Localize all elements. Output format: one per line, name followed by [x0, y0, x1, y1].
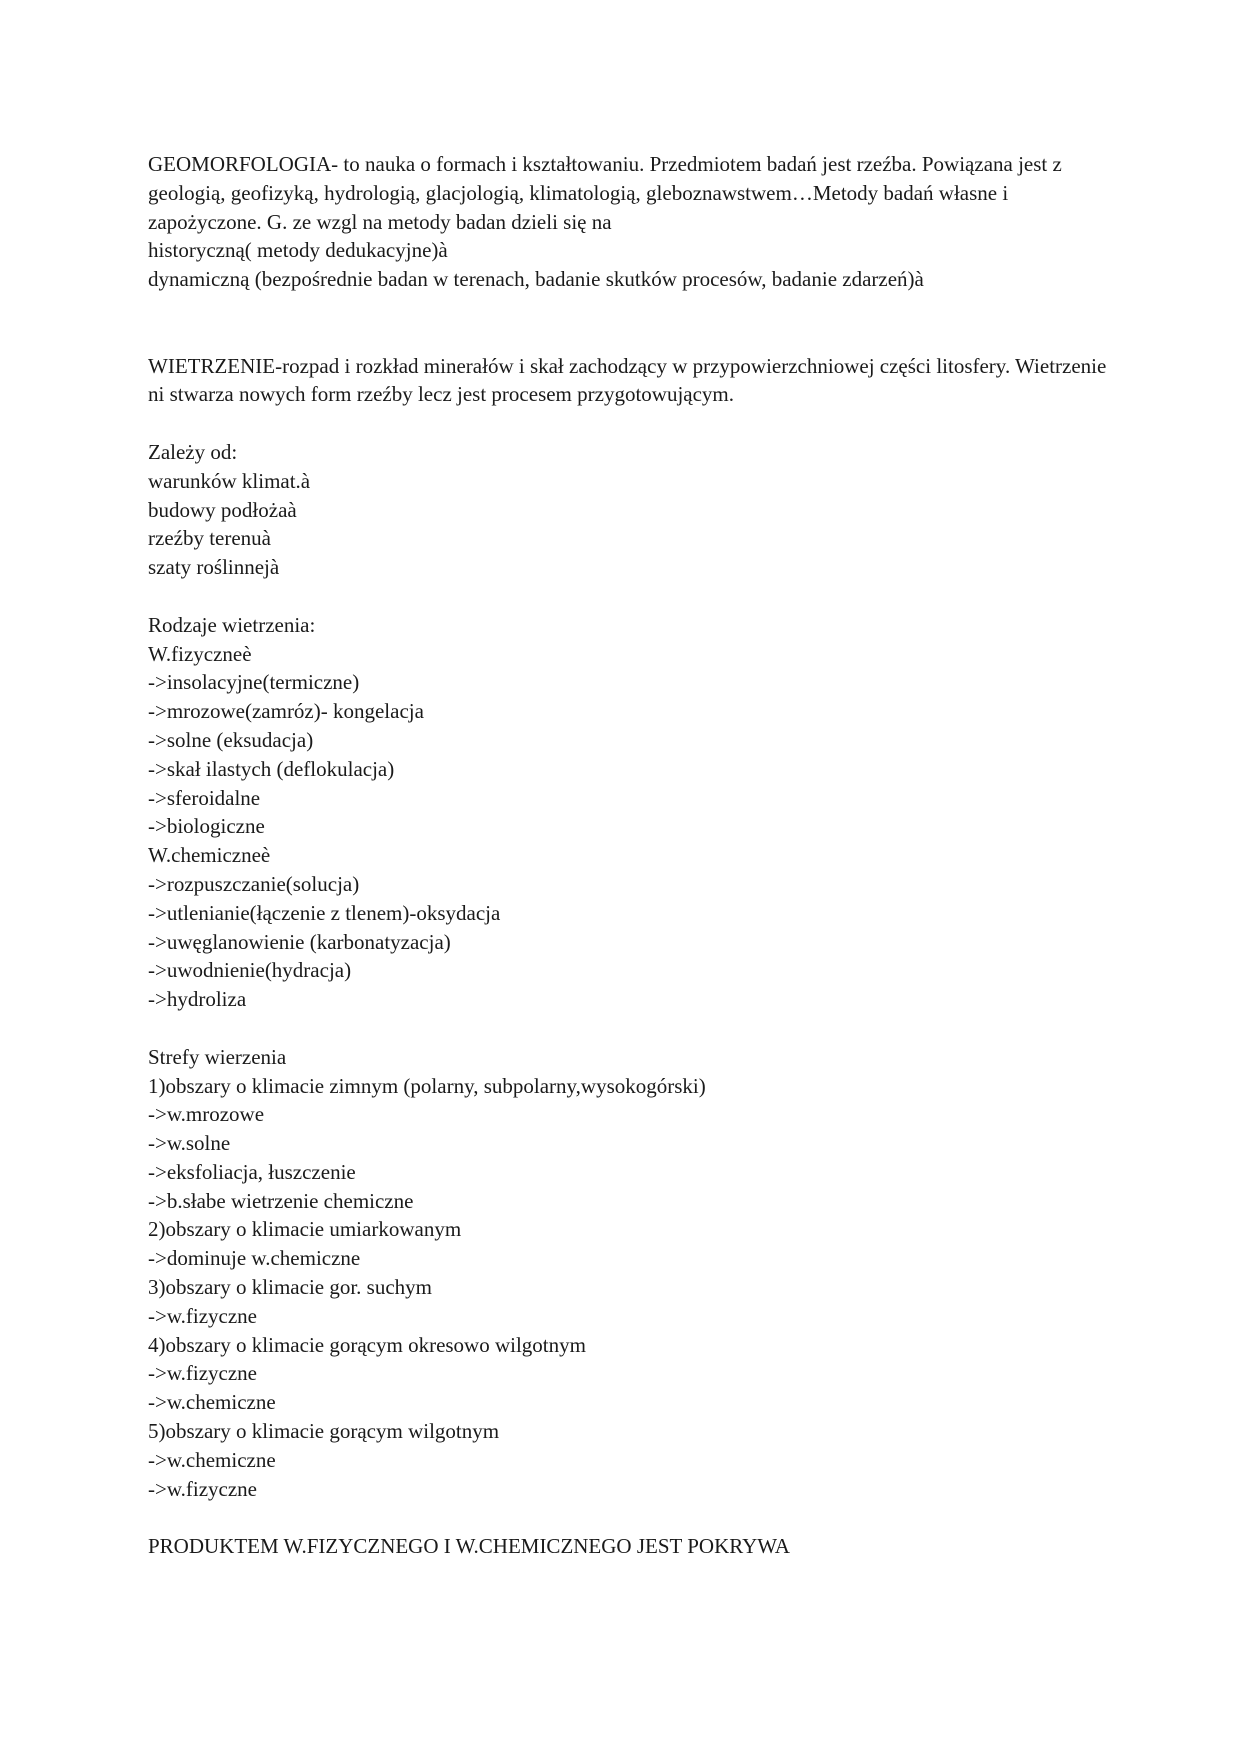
strefy-line: ->w.chemiczne: [148, 1447, 276, 1472]
zalezy-section: [148, 438, 1108, 582]
rodzaje-section: [148, 611, 1108, 1014]
strefy-line: ->w.solne: [148, 1131, 231, 1156]
strefy-line: 2)obszary o klimacie umiarkowanym: [148, 1217, 462, 1242]
closing-statement: PRODUKTEM W.FIZYCZNEGO I W.CHEMICZNEGO JEST POKRYWA: [148, 1534, 790, 1559]
geomorfologia-section: [148, 150, 1108, 294]
strefy-line: ->w.fizyczne: [148, 1361, 257, 1386]
chemiczne-item: ->rozpuszczanie(solucja): [148, 871, 360, 896]
strefy-line: 3)obszary o klimacie gor. suchym: [148, 1275, 433, 1300]
dynamiczna-line: dynamiczną (bezpośrednie badan w terenach, badanie skutków procesów, badanie zdarzeń)à: [148, 267, 924, 292]
strefy-line: ->dominuje w.chemiczne: [148, 1246, 361, 1271]
zalezy-item: szaty roślinnejà: [148, 555, 280, 580]
chemiczne-item: ->hydroliza: [148, 987, 247, 1012]
strefy-line: 1)obszary o klimacie zimnym (polarny, subpolarny,wysokogórski): [148, 1073, 706, 1098]
strefy-line: ->eksfoliacja, łuszczenie: [148, 1159, 356, 1184]
chemiczne-label: W.chemiczneè: [148, 843, 271, 868]
strefy-line: 5)obszary o klimacie gorącym wilgotnym: [148, 1419, 500, 1444]
fizyczne-item: ->biologiczne: [148, 814, 265, 839]
strefy-line: ->b.słabe wietrzenie chemiczne: [148, 1188, 414, 1213]
strefy-line: 4)obszary o klimacie gorącym okresowo wilgotnym: [148, 1332, 586, 1357]
spacer: [148, 294, 1108, 352]
geomorfologia-paragraph: GEOMORFOLOGIA- to nauka o formach i kształtowaniu. Przedmiotem badań jest rzeźba. Powiązana jest z geologią, geofizyką, hydrologią, glacjologią, klimatologią, gleboznawstwem…Metody badań własne i zapożyczone. G. ze wzgl na metody badan dzieli się na: [148, 152, 1062, 234]
fizyczne-item: ->solne (eksudacja): [148, 727, 314, 752]
zalezy-item: rzeźby terenuà: [148, 526, 271, 551]
spacer: [148, 409, 1108, 438]
fizyczne-item: ->sferoidalne: [148, 785, 261, 810]
wietrzenie-section: [148, 352, 1108, 410]
historyczna-line: historyczną( metody dedukacyjne)à: [148, 238, 448, 263]
spacer: [148, 582, 1108, 611]
zalezy-item: warunków klimat.à: [148, 468, 311, 493]
fizyczne-item: ->mrozowe(zamróz)- kongelacja: [148, 699, 424, 724]
document-page: [148, 150, 1108, 1561]
zalezy-heading: Zależy od:: [148, 439, 238, 464]
zalezy-item: budowy podłożaà: [148, 497, 297, 522]
chemiczne-item: ->uwęglanowienie (karbonatyzacja): [148, 929, 451, 954]
wietrzenie-paragraph: WIETRZENIE-rozpad i rozkład minerałów i skał zachodzący w przypowierzchniowej części litosfery. Wietrzenie ni stwarza nowych form rzeźby lecz jest procesem przygotowującym.: [148, 353, 1107, 407]
strefy-line: ->w.fizyczne: [148, 1476, 257, 1501]
chemiczne-item: ->utlenianie(łączenie z tlenem)-oksydacja: [148, 900, 501, 925]
strefy-line: ->w.mrozowe: [148, 1102, 265, 1127]
fizyczne-item: ->insolacyjne(termiczne): [148, 670, 360, 695]
rodzaje-heading: Rodzaje wietrzenia:: [148, 612, 316, 637]
spacer: [148, 1014, 1108, 1043]
fizyczne-label: W.fizyczneè: [148, 641, 252, 666]
chemiczne-item: ->uwodnienie(hydracja): [148, 958, 352, 983]
fizyczne-item: ->skał ilastych (deflokulacja): [148, 756, 395, 781]
strefy-line: ->w.chemiczne: [148, 1390, 276, 1415]
strefy-line: ->w.fizyczne: [148, 1303, 257, 1328]
strefy-section: [148, 1043, 1108, 1504]
spacer: [148, 1503, 1108, 1532]
strefy-heading: Strefy wierzenia: [148, 1044, 287, 1069]
